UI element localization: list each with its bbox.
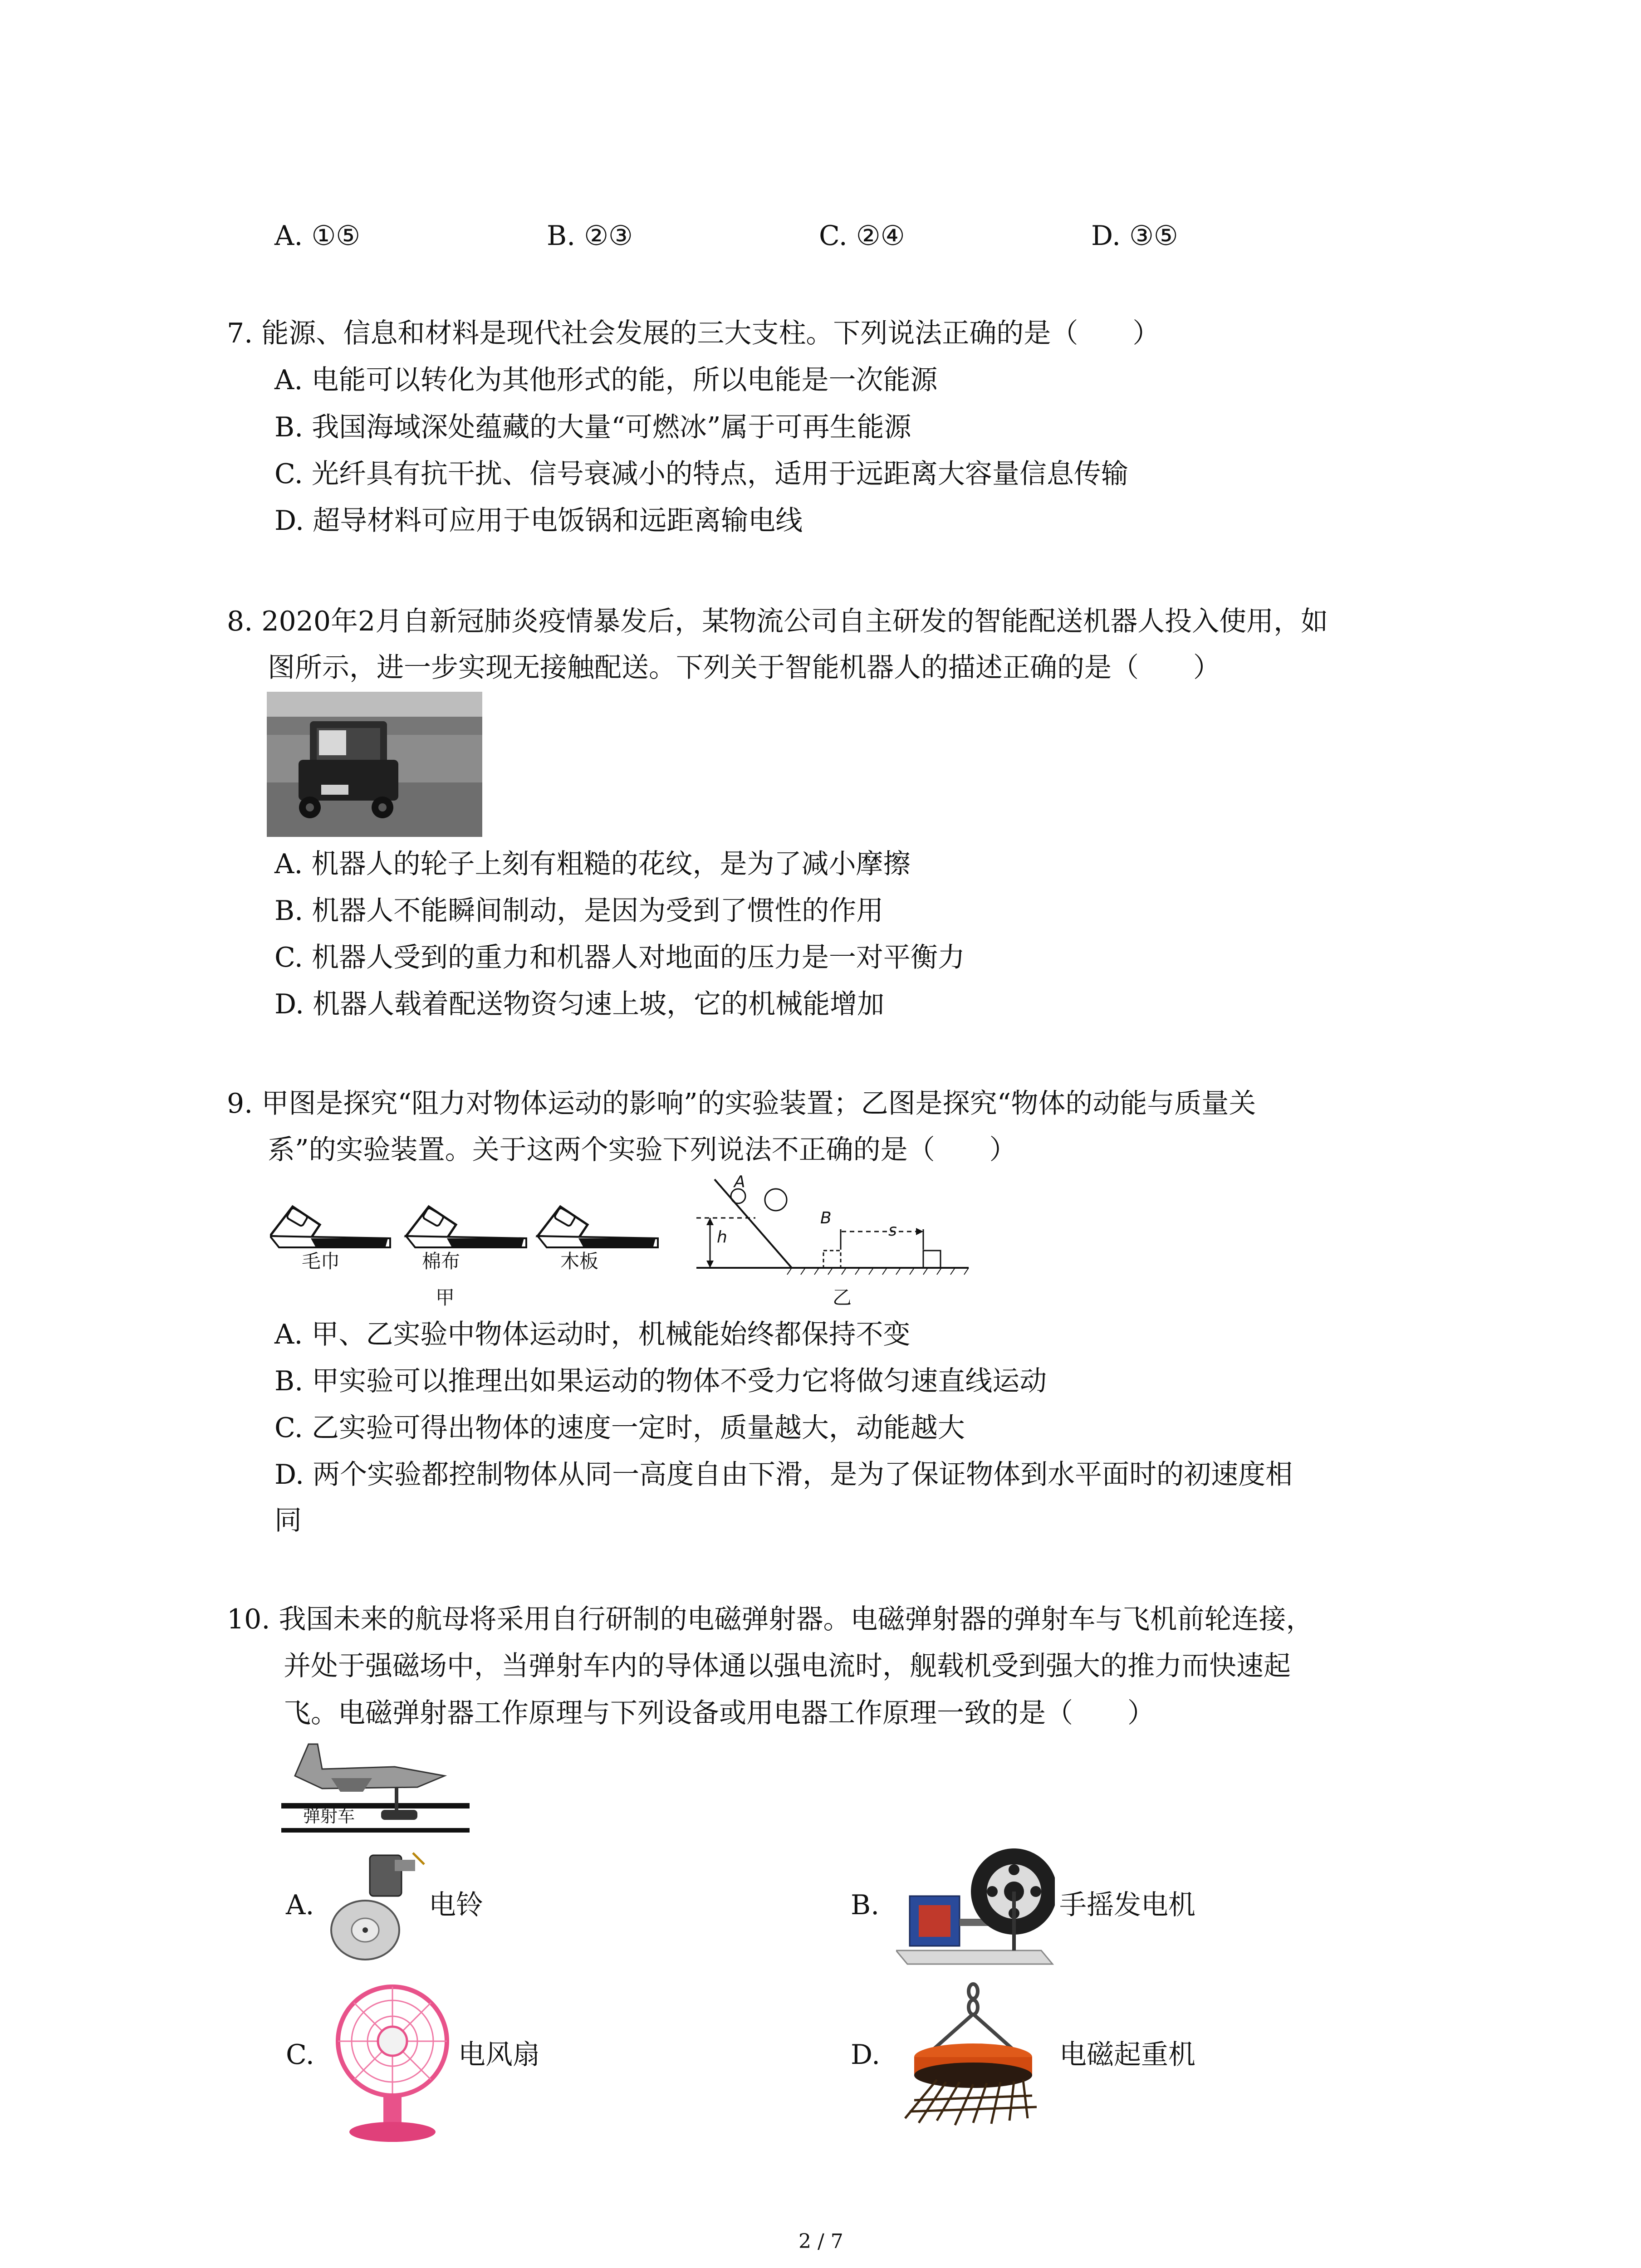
label-cotton: 棉布 xyxy=(422,1250,460,1272)
label-point-a: A xyxy=(734,1173,745,1191)
label-towel: 毛巾 xyxy=(302,1250,340,1272)
q10-stem-line1: 10. 我国未来的航母将采用自行研制的电磁弹射器。电磁弹射器的弹射车与飞机前轮连接， xyxy=(227,1603,1313,1635)
q10-option-c-name: 电风扇 xyxy=(458,2039,540,2071)
q9-stem-line1: 9. 甲图是探究“阻力对物体运动的影响”的实验装置；乙图是探究“物体的动能与质量关 xyxy=(227,1088,1256,1119)
q8-option-c: C. 机器人受到的重力和机器人对地面的压力是一对平衡力 xyxy=(274,942,965,973)
label-jia: 甲 xyxy=(436,1286,455,1309)
q6-option-c: C. ②④ xyxy=(819,220,905,252)
q7-option-b: B. 我国海域深处蕴藏的大量“可燃冰”属于可再生能源 xyxy=(274,411,911,443)
q8-option-a: A. 机器人的轮子上刻有粗糙的花纹，是为了减小摩擦 xyxy=(274,848,911,880)
q9-stem-line2: 系”的实验装置。关于这两个实验下列说法不正确的是（ ） xyxy=(268,1134,1017,1166)
q10-stem-line2: 并处于强磁场中，当弹射车内的导体通以强电流时，舰载机受到强大的推力而快速起 xyxy=(284,1650,1291,1682)
q8-option-d: D. 机器人载着配送物资匀速上坡，它的机械能增加 xyxy=(274,988,885,1020)
catapult-label: 弹射车 xyxy=(303,1806,355,1826)
q7-option-c: C. 光纤具有抗干扰、信号衰减小的特点，适用于远距离大容量信息传输 xyxy=(274,458,1128,490)
hand-generator-icon xyxy=(896,1842,1055,1973)
q6-option-b: B. ②③ xyxy=(547,220,633,252)
q10-option-b-letter: B. xyxy=(851,1889,880,1921)
q9-option-b: B. 甲实验可以推理出如果运动的物体不受力它将做匀速直线运动 xyxy=(274,1365,1047,1397)
q9-option-d-continued: 同 xyxy=(274,1505,302,1536)
q6-option-d: D. ③⑤ xyxy=(1091,220,1178,252)
label-wood: 木板 xyxy=(560,1250,599,1272)
q8-option-b: B. 机器人不能瞬间制动，是因为受到了惯性的作用 xyxy=(274,895,884,927)
electromagnet-crane-icon xyxy=(896,1982,1050,2132)
electric-fan-icon xyxy=(331,1984,454,2143)
q10-option-a-letter: A. xyxy=(286,1889,314,1921)
label-distance-s: s xyxy=(888,1221,897,1240)
q10-option-d-name: 电磁起重机 xyxy=(1059,2039,1195,2071)
catapult-jet-figure xyxy=(281,1735,472,1844)
label-yi: 乙 xyxy=(833,1286,852,1309)
q10-option-c-letter: C. xyxy=(286,2039,314,2071)
q8-stem-line2: 图所示，进一步实现无接触配送。下列关于智能机器人的描述正确的是（ ） xyxy=(268,652,1220,684)
q7-option-d: D. 超导材料可应用于电饭锅和远距离输电线 xyxy=(274,505,803,537)
q8-stem-line1: 8. 2020年2月自新冠肺炎疫情暴发后，某物流公司自主研发的智能配送机器人投入使用，如 xyxy=(227,606,1328,637)
q10-option-d-letter: D. xyxy=(851,2039,881,2071)
label-height-h: h xyxy=(717,1228,727,1246)
q7-stem: 7. 能源、信息和材料是现代社会发展的三大支柱。下列说法正确的是（ ） xyxy=(227,318,1160,349)
q10-option-b-name: 手摇发电机 xyxy=(1059,1889,1195,1921)
q9-option-d: D. 两个实验都控制物体从同一高度自由下滑，是为了保证物体到水平面时的初速度相 xyxy=(274,1459,1293,1491)
page-number: 2 / 7 xyxy=(798,2230,843,2253)
q10-stem-line3: 飞。电磁弹射器工作原理与下列设备或用电器工作原理一致的是（ ） xyxy=(284,1697,1155,1729)
delivery-robot-photo xyxy=(267,692,482,837)
q10-option-a-name: 电铃 xyxy=(429,1889,483,1921)
q9-option-a: A. 甲、乙实验中物体运动时，机械能始终都保持不变 xyxy=(274,1319,911,1350)
q9-option-c: C. 乙实验可得出物体的速度一定时，质量越大，动能越大 xyxy=(274,1412,965,1444)
q6-option-a: A. ①⑤ xyxy=(274,220,361,252)
q7-option-a: A. 电能可以转化为其他形式的能，所以电能是一次能源 xyxy=(274,364,938,396)
electric-bell-icon xyxy=(327,1851,431,1964)
label-point-b: B xyxy=(820,1209,832,1227)
